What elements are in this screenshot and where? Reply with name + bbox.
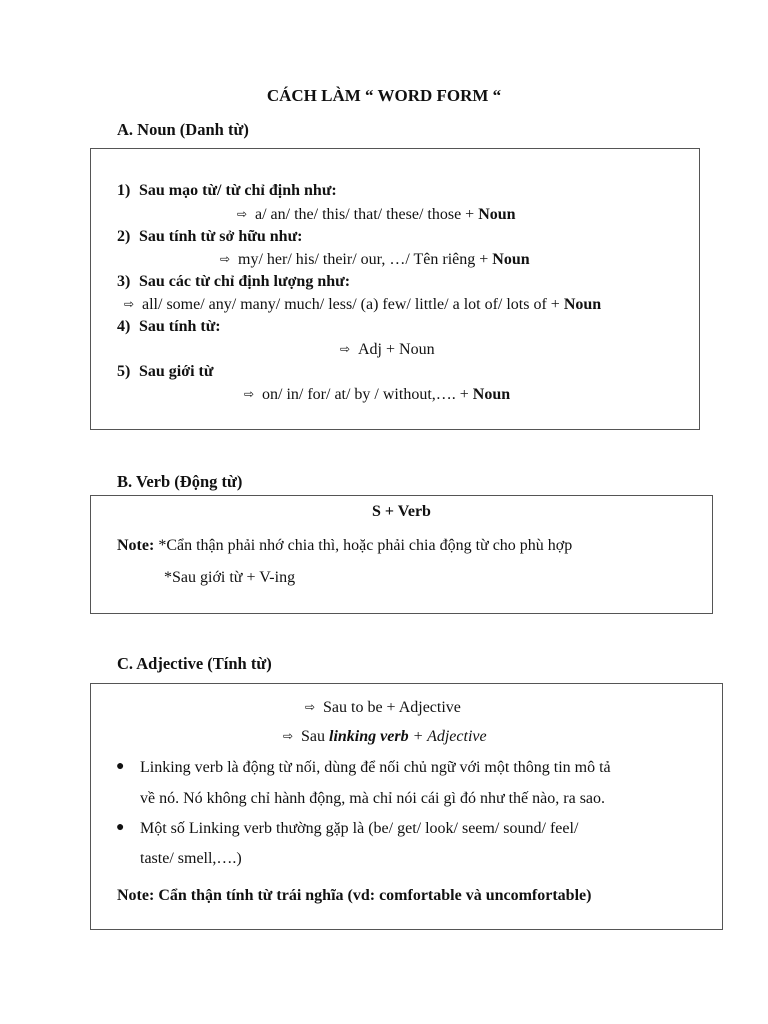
arrow-right-icon: ⇨ <box>340 342 351 356</box>
rule-label: Sau mạo từ/ từ chỉ định như: <box>139 182 337 199</box>
verb-formula: S + Verb <box>372 503 431 520</box>
linking-verb-definition-line-1: Linking verb là động từ nối, dùng để nối chủ ngữ với một thông tin mô tả <box>140 759 611 776</box>
noun-rule-4-example <box>340 339 435 360</box>
bullet-icon: ● <box>116 759 125 774</box>
rule-label: Sau các từ chỉ định lượng như: <box>139 273 351 290</box>
noun-rule-2 <box>117 227 303 247</box>
rule-example: a/ an/ the/ this/ that/ these/ those + <box>255 206 475 223</box>
rule-label: Sau tính từ sở hữu như: <box>139 228 303 245</box>
rule-example: Adj + Noun <box>358 341 435 358</box>
rule-number: 3) <box>117 273 131 290</box>
section-c-box <box>90 683 723 930</box>
section-a-box <box>90 148 700 430</box>
noun-rule-4 <box>117 317 221 337</box>
rule-example: all/ some/ any/ many/ much/ less/ (a) few/ little/ a lot of/ lots of + <box>142 296 560 313</box>
rule-label: Sau tính từ: <box>139 318 221 335</box>
bullet-icon: ● <box>116 820 125 835</box>
section-c-heading: C. Adjective (Tính từ) <box>117 654 272 673</box>
noun-rule-3 <box>117 272 350 292</box>
arrow-right-icon: ⇨ <box>237 207 248 221</box>
arrow-right-icon: ⇨ <box>124 297 135 311</box>
arrow-right-icon: ⇨ <box>305 700 316 714</box>
adjective-rule-2 <box>283 726 487 747</box>
section-a-heading: A. Noun (Danh từ) <box>117 120 249 139</box>
document-title: CÁCH LÀM “ WORD FORM “ <box>266 86 502 105</box>
rule-text: Sau to be + Adjective <box>323 699 461 716</box>
rule-tail: Noun <box>472 386 511 403</box>
adjective-note: Note: Cẩn thận tính từ trái nghĩa (vd: comfortable và uncomfortable) <box>117 887 592 904</box>
adjective-rule-1 <box>305 697 461 718</box>
section-b-box <box>90 495 713 614</box>
rule-number: 5) <box>117 363 131 380</box>
rule-example: on/ in/ for/ at/ by / without,…. + <box>262 386 469 403</box>
noun-rule-5 <box>117 362 213 382</box>
rule-number: 2) <box>117 228 131 245</box>
section-b-heading: B. Verb (Động từ) <box>117 472 243 491</box>
linking-verb-examples-line-2: taste/ smell,….) <box>140 850 242 867</box>
arrow-right-icon: ⇨ <box>283 729 294 743</box>
rule-tail: Noun <box>492 251 530 268</box>
note-label: Note: <box>117 537 155 554</box>
noun-rule-1 <box>117 181 337 201</box>
rule-label: Sau giới từ <box>139 363 214 380</box>
arrow-right-icon: ⇨ <box>244 387 255 401</box>
noun-rule-1-example <box>237 204 516 225</box>
noun-rule-2-example <box>220 249 530 270</box>
rule-number: 4) <box>117 318 131 335</box>
noun-rule-3-example <box>124 294 601 315</box>
rule-number: 1) <box>117 182 131 199</box>
verb-note-1 <box>117 536 572 556</box>
rule-example: my/ her/ his/ their/ our, …/ Tên riêng + <box>238 251 489 268</box>
rule-prefix: Sau <box>301 728 325 745</box>
note-text: *Cẩn thận phải nhớ chia thì, hoặc phải chia động từ cho phù hợp <box>158 537 573 554</box>
verb-note-2: *Sau giới từ + V-ing <box>164 569 296 586</box>
arrow-right-icon: ⇨ <box>220 252 231 266</box>
linking-verb-examples-line-1: Một số Linking verb thường gặp là (be/ get/ look/ seem/ sound/ feel/ <box>140 820 579 837</box>
rule-tail: Noun <box>563 296 602 313</box>
noun-rule-5-example <box>244 384 510 405</box>
rule-suffix: + Adjective <box>412 728 487 745</box>
rule-emphasis: linking verb <box>329 728 409 745</box>
rule-tail: Noun <box>478 206 516 223</box>
linking-verb-definition-line-2: về nó. Nó không chỉ hành động, mà chỉ nói cái gì đó như thế nào, ra sao. <box>140 790 606 807</box>
